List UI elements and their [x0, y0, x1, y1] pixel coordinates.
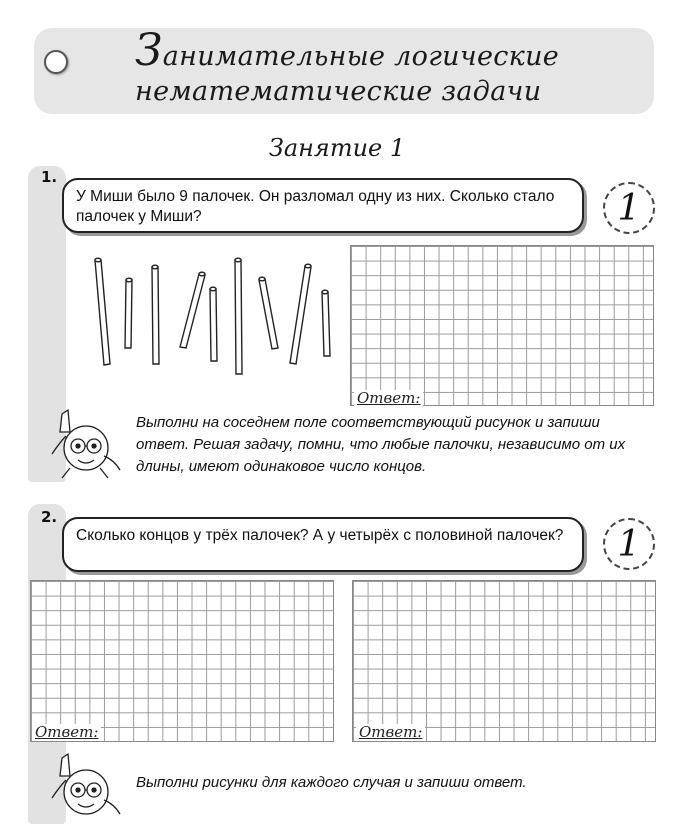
task-2-hint: Выполни рисунки для каждого случая и запиши ответ. — [136, 774, 527, 791]
stick-2 — [125, 278, 132, 348]
pencil-mascot-icon — [40, 408, 130, 482]
task-1-question: У Миши было 9 палочек. Он разломал одну из них. Сколько стало палочек у Миши? — [62, 178, 584, 233]
task-2-number: 2. — [41, 508, 58, 526]
task-1-answer-label: Ответ: — [354, 390, 423, 407]
lesson-title: Занятие 1 — [268, 134, 406, 162]
task-2-answer-label-left: Ответ: — [32, 724, 101, 741]
task-2-question: Сколько концов у трёх палочек? А у четырёх с половиной палочек? — [62, 517, 584, 572]
title-line2: нематематические задачи — [135, 76, 542, 107]
pencil-mascot-icon — [40, 752, 130, 826]
task-2-score: 1 — [603, 518, 655, 570]
title-initial: З — [135, 25, 163, 76]
stick-4 — [180, 272, 205, 348]
task-1-hint: Выполни на соседнем поле соответствующий рисунок и запиши ответ. Решая задачу, помни, что любые палочки, независимо от их длины, имеют одинаковое число концов. — [136, 414, 626, 475]
stick-1 — [95, 258, 110, 365]
task-2-answer-grid-right[interactable] — [352, 580, 656, 742]
page-title — [135, 25, 645, 109]
sticks-illustration — [85, 252, 337, 382]
stick-8 — [290, 264, 311, 364]
task-1-score: 1 — [603, 182, 655, 234]
stick-9 — [322, 290, 330, 356]
stick-5 — [210, 287, 217, 361]
stick-7 — [259, 277, 278, 349]
binder-hole-icon — [44, 50, 68, 74]
stick-6 — [235, 258, 242, 374]
task-1-number: 1. — [41, 168, 58, 186]
task-2-answer-label-right: Ответ: — [356, 724, 425, 741]
task-1-answer-grid[interactable] — [350, 245, 654, 406]
task-2-answer-grid-left[interactable] — [30, 580, 334, 742]
stick-3 — [152, 265, 159, 364]
title-line1: анимательные логические — [162, 41, 560, 72]
